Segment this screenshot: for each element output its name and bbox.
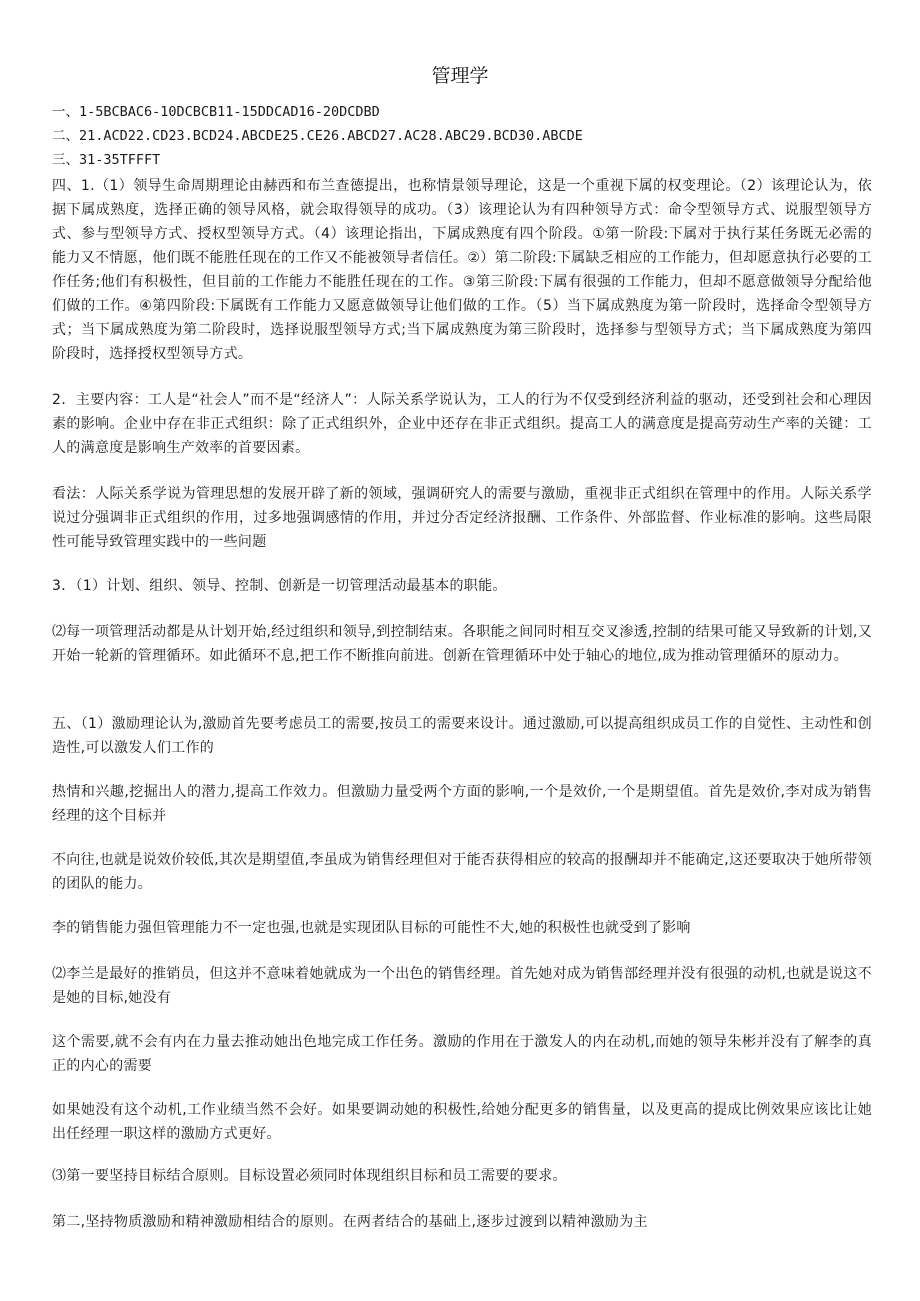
paragraph-human-relations-content: 2．主要内容：工人是“社会人”而不是“经济人”：人际关系学说认为，工人的行为不仅受到经济利益的驱动，还受到社会和心理因素的影响。企业中存在非正式组织：除了正式组织外，企业中还存在非正式组织。提高工人的满意度是提高劳动生产率的关键：工人的满意度是影响生产效率的首要因素。 xyxy=(52,392,872,456)
answers-section-3: 三、31-35TFFFT xyxy=(52,152,161,168)
paragraph-motivation-1: 五、（1）激励理论认为,激励首先要考虑员工的需要,按员工的需要来设计。通过激励,可以提高组织成员工作的自觉性、主动性和创造性,可以激发人们工作的 xyxy=(52,716,872,756)
paragraph-human-relations-view: 看法：人际关系学说为管理思想的发展开辟了新的领域，强调研究人的需要与激励，重视非正式组织在管理中的作用。人际关系学说过分强调非正式组织的作用，过多地强调感情的作用，并过分否定经济报酬、工作条件、外部监督、作业标准的影响。这些局限性可能导致管理实践中的一些问题 xyxy=(52,486,872,550)
paragraph-motivation-4: 李的销售能力强但管理能力不一定也强,也就是实现团队目标的可能性不大,她的积极性也就受到了影响 xyxy=(52,920,691,936)
paragraph-motivation-6: 这个需要,就不会有内在力量去推动她出色地完成工作任务。激励的作用在于激发人的内在动机,而她的领导朱彬并没有了解李的真正的内心的需要 xyxy=(52,1034,872,1074)
paragraph-motivation-7: 如果她没有这个动机,工作业绩当然不会好。如果要调动她的积极性,给她分配更多的销售量，以及更高的提成比例效果应该比让她出任经理一职这样的激励方式更好。 xyxy=(52,1102,872,1142)
paragraph-management-functions-1: 3．（1）计划、组织、领导、控制、创新是一切管理活动最基本的职能。 xyxy=(52,578,507,594)
paragraph-leadership-theory: 四、1.（1）领导生命周期理论由赫西和布兰查德提出，也称情景领导理论，这是一个重视下属的权变理论。（2）该理论认为，依据下属成熟度，选择正确的领导风格，就会取得领导的成功。（3）该理论认为有四种领导方式：命令型领导方式、说服型领导方式、参与型领导方式、授权型领导方式。（4）该理论指出，下属成熟度有四个阶段。①第一阶段:下属对于执行某任务既无必需的能力又不情愿，他们既不能胜任现在的工作又不能被领导者信任。②）第二阶段:下属缺乏相应的工作能力，但却愿意执行必要的工作任务;他们有积极性，但目前的工作能力不能胜任现在的工作。③第三阶段:下属有很强的工作能力，但却不愿意做领导分配给他们做的工作。④第四阶段:下属既有工作能力又愿意做领导让他们做的工作。（5）当下属成熟度为第一阶段时，选择命令型领导方式；当下属成熟度为第二阶段时，选择说服型领导方式;当下属成熟度为第三阶段时，选择参与型领导方式；当下属成熟度为第四阶段时，选择授权型领导方式。 xyxy=(52,178,872,362)
answers-section-2: 二、21.ACD22.CD23.BCD24.ABCDE25.CE26.ABCD27.AC28.ABC29.BCD30.ABCDE xyxy=(52,128,583,144)
paragraph-motivation-3: 不向往,也就是说效价较低,其次是期望值,李虽成为销售经理但对于能否获得相应的较高的报酬却并不能确定,这还要取决于她所带领的团队的能力。 xyxy=(52,852,872,892)
document-title: 管理学 xyxy=(431,65,489,87)
paragraph-motivation-5: ⑵李兰是最好的推销员，但这并不意味着她就成为一个出色的销售经理。首先她对成为销售部经理并没有很强的动机,也就是说这不是她的目标,她没有 xyxy=(52,966,872,1006)
answers-section-1: 一、1-5BCBAC6-10DCBCB11-15DDCAD16-20DCDBD xyxy=(52,104,380,120)
paragraph-motivation-2: 热情和兴趣,挖掘出人的潜力,提高工作效力。但激励力量受两个方面的影响,一个是效价,一个是期望值。首先是效价,李对成为销售经理的这个目标并 xyxy=(52,784,872,824)
paragraph-management-functions-2: ⑵每一项管理活动都是从计划开始,经过组织和领导,到控制结束。各职能之间同时相互交叉渗透,控制的结果可能又导致新的计划,又开始一轮新的管理循环。如此循环不息,把工作不断推向前进。创新在管理循环中处于轴心的地位,成为推动管理循环的原动力。 xyxy=(52,624,872,664)
paragraph-motivation-8: ⑶第一要坚持目标结合原则。目标设置必须同时体现组织目标和员工需要的要求。 xyxy=(52,1168,567,1184)
paragraph-motivation-9: 第二,坚持物质激励和精神激励相结合的原则。在两者结合的基础上,逐步过渡到以精神激励为主 xyxy=(52,1214,648,1230)
